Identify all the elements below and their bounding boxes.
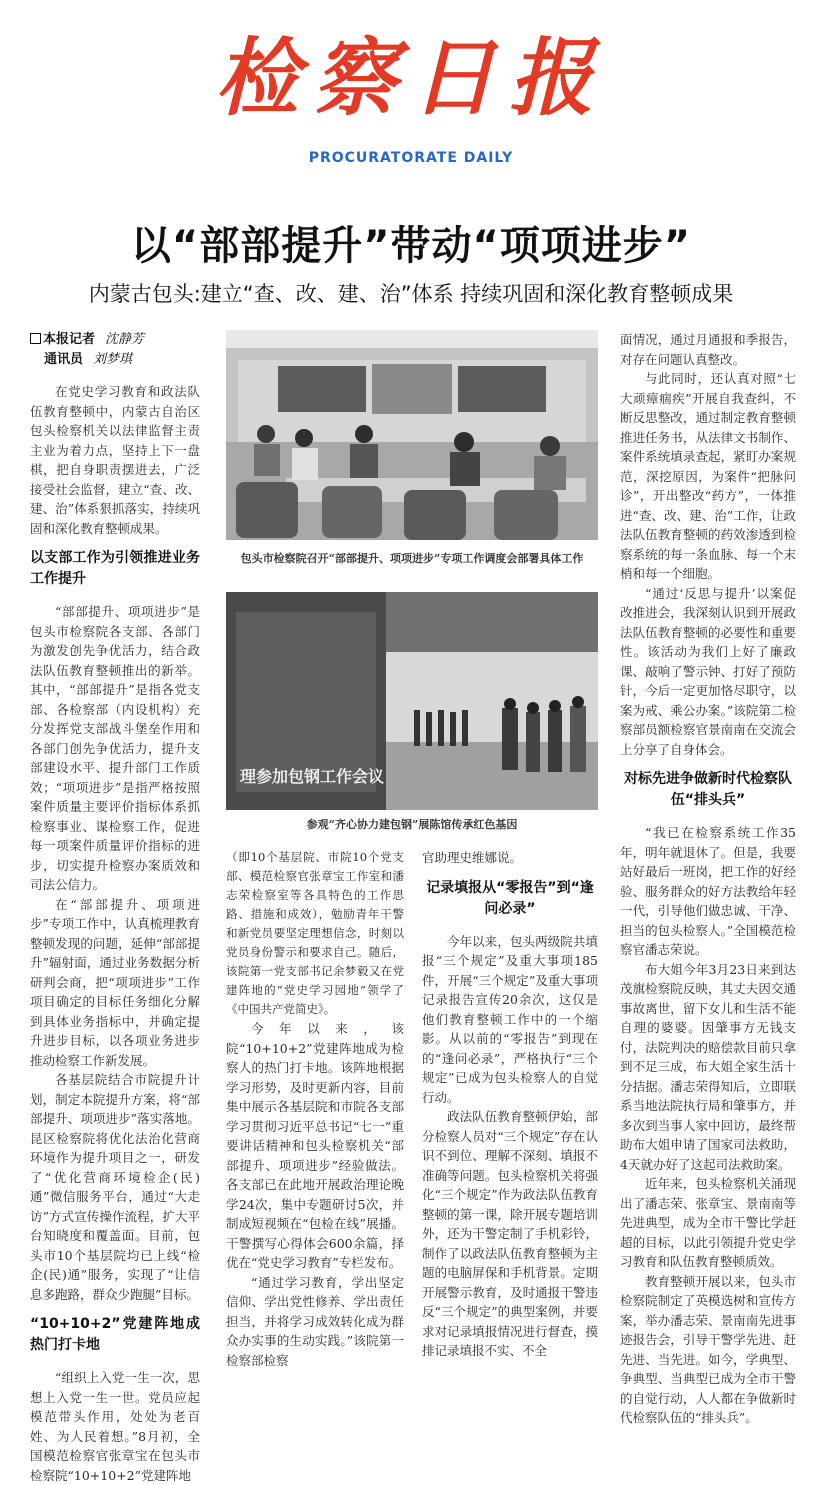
article-headline: 以“部部提升”带动“项项进步”: [130, 223, 692, 269]
paragraph: “我已在检察系统工作35年，明年就退休了。但是，我要站好最后一班岗，把工作的好经验、服务群众的好方法教给年轻一代，引导他们做忠诚、干净、担当的包头检察人。”全国模范检察官潘志荣说。: [620, 825, 796, 957]
masthead-subtitle: PROCURATORATE DAILY: [308, 150, 514, 166]
paragraph: （即10个基层院、市院10个党支部、模范检察官张章宝工作室和潘志荣检察室等各具特色的工作思路、措施和成效），勉励青年干警和新党员要坚定理想信念，时刻以党员身份警示和要求自己。随后，该院第一党支部书记余梦毅又在党建阵地的“党史学习园地”领学了《中国共产党简史》。: [226, 850, 404, 1016]
section-heading-1: 以支部工作为引领推进业务工作提升: [30, 550, 200, 587]
column-4: [620, 330, 796, 1425]
section-heading-4: 对标先进争做新时代检察队伍“排头兵”: [624, 771, 792, 808]
paragraph: “通过学习教育，学出坚定信仰、学出党性修养、学出责任担当，并将学习成效转化成为群众办实事的生动实践。”该院第一检察部检察: [226, 1274, 404, 1368]
intro-paragraph: 在党史学习教育和政法队伍教育整顿中，内蒙古自治区包头检察机关以法律监督主责主业为着力点，坚持上下一盘棋，把自身职责摆进去，广泛接受社会监督，建立“查、改、建、治”体系狠抓落实，持续巩固和深化教育整顿成果。: [30, 384, 200, 536]
paragraph: “组织上入党一生一次，思想上入党一生一世。党员应起模范带头作用，处处为老百姓、为人民着想。”8月初，全国模范检察官张章宝在包头市检察院“10+10+2”党建阵地: [30, 1370, 200, 1483]
article-subheadline: 内蒙古包头:建立“查、改、建、治”体系 持续巩固和深化教育整顿成果: [88, 282, 734, 306]
paragraph: 面情况，通过月通报和季报告，对存在问题认真整改。: [620, 332, 796, 367]
column-3: [422, 848, 598, 1358]
section-heading-3: 记录填报从“零报告”到“逢问必录”: [426, 879, 594, 917]
correspondent-label: 通讯员: [44, 352, 84, 367]
paragraph: 政法队伍教育整顿伊始，部分检察人员对“三个规定”存在认识不到位、理解不深刻、填报不准确等问题。包头检察机关将强化“三个规定”作为政法队伍教育整顿的第一课，除开展专题培训外，还为干警定制了手机彩铃，制作了以政法队伍教育整顿为主题的电脑屏保和手机背景。定期开展警示教育，及时通报干警违反“三个规定”的典型案例，并要求对记录填报情况进行督查，摸排记录填报不实、不全: [422, 1109, 598, 1358]
reporter-label: 本报记者: [43, 332, 96, 347]
paragraph: 今年以来，该院“10+10+2”党建阵地成为检察人的热门打卡地。该阵地根据学习形势，及时更新内容，目前集中展示各基层院和市院各支部学习贯彻习近平总书记“七一”重要讲话精神和包头检察机关“部部提升、项项进步”经验做法。各支部已在此地开展政治理论晚学24次，集中专题研讨5次，并制成短视频在“包检在线”展播。干警撰写心得体会600余篇，择优在“党史学习教育”专栏发布。: [226, 1021, 404, 1270]
masthead-title: 检察日报: [214, 28, 607, 127]
paragraph: 官助理史维娜说。: [422, 850, 523, 865]
column-1: [30, 330, 200, 1483]
correspondent-name: 刘梦琪: [93, 352, 133, 367]
paragraph: “通过‘反思与提升’以案促改推进会，我深刻认识到开展政法队伍教育整顿的必要性和重要性。该活动为我们上好了廉政课、敲响了警示钟、打好了预防针，今后一定更加恪尽职守，以案为戒、乘公办案。”该院第二检察部员额检察官景南南在交流会上分享了自身体会。: [620, 585, 796, 757]
paragraph: “部部提升、项项进步”是包头市检察院各支部、各部门为激发创先争优活力，结合政法队伍教育整顿推出的新举。其中，“部部提升”是指各党支部、各检察部（内设机构）充分发挥党支部战斗堡垒作用和各部门创先争优活力，提升支部建设水平、提升部门工作质效；“项项进步”是指严格按照案件质量主要评价指标体系抓检察事业、谋检察工作，促进每一项案件质量评价指标的进步，切实提升检察办案质效和司法公信力。: [30, 604, 200, 892]
paragraph: 各基层院结合市院提升计划，制定本院提升方案，将“部部提升、项项进步”落实落地。昆区检察院将优化法治化营商环境作为提升项目之一，研发了“优化营商环境检企(民)通”微信服务平台，通过“大走访”方式宣传操作流程，扩大平台知晓度和覆盖面。目前，包头市10个基层院均已上线“检企(民)通”服务，实现了“让信息多跑路，群众少跑腿”目标。: [30, 1072, 200, 1302]
column-2: [226, 848, 404, 1368]
meeting-illustration: [226, 330, 598, 540]
photo-exhibition: [226, 592, 598, 810]
byline: [30, 330, 200, 370]
paragraph: 与此同时，还认真对照“七大顽瘴痼疾”开展自我查纠，不断反思整改，通过制定教育整顿推进任务书，从法律文书制作、案件系统填录查起，紧盯办案规范，深挖原因，为案件“把脉问诊”，开出整改“药方”，一体推进“查、改、建、治”工作，让政法队伍教育整顿的药效渗透到检察系统的每一条血脉、每一个末梢和每一个细胞。: [620, 371, 796, 581]
section-heading-2: “10+10+2”党建阵地成热门打卡地: [30, 1316, 200, 1353]
exhibition-illustration: [226, 592, 598, 810]
byline-box-icon: [30, 333, 41, 344]
paragraph: 教育整顿开展以来，包头市检察院制定了英模选树和宣传方案，举办潘志荣、景南南先进事迹报告会，引导干警学先进、赶先进、当先进。如今，学典型、争典型、当典型已成为全市干警的自觉行动，人人都在争做新时代检察队伍的“排头兵”。: [620, 1273, 796, 1425]
paragraph: 在“部部提升、项项进步”专项工作中，认真梳理教育整顿发现的问题，延伸“部部提升”辐射面，通过业务数据分析研判会商，把“项项进步”工作项目确定的目标任务细化分解到具体业务指标中，并确定提升进步目标，以各项业务进步推动检察工作新发展。: [30, 896, 200, 1068]
reporter-name: 沈静芳: [105, 332, 145, 347]
paragraph: 布大姐今年3月23日来到达茂旗检察院反映，其丈夫因交通事故离世，留下女儿和生活不能自理的婆婆。因肇事方无钱支付，法院判决的赔偿款目前只拿到不足三成，布大姐全家生活十分拮据。潘志荣得知后，立即联系当地法院执行局和肇事方，并多次到当事人家中回访，最终帮助布大姐申请了国家司法救助，4天就办好了这起司法救助案。: [620, 961, 796, 1172]
screen-text: 理参加包钢工作会议: [240, 767, 385, 786]
masthead: [0, 0, 822, 188]
photo-meeting: [226, 330, 598, 540]
paragraph: 近年来，包头检察机关涌现出了潘志荣、张章宝、景南南等先进典型，成为全市干警比学赶超的目标，以此引领提升党史学习教育和队伍教育整顿质效。: [620, 1176, 796, 1269]
photo-meeting-caption: 包头市检察院召开“部部提升、项项进步”专项工作调度会部署具体工作: [240, 552, 584, 565]
paragraph: 今年以来，包头两级院共填报“三个规定”及重大事项185件，开展“三个规定”及重大事项记录报告宣传20余次，这仅是他们教育整顿工作中的一个缩影。从以前的“零报告”到现在的“逢问必录”，严格执行“三个规定”已成为包头检察人的自觉行动。: [422, 933, 598, 1105]
photo-exhibition-caption: 参观“齐心协力建包钢”展陈馆传承红色基因: [306, 818, 518, 831]
